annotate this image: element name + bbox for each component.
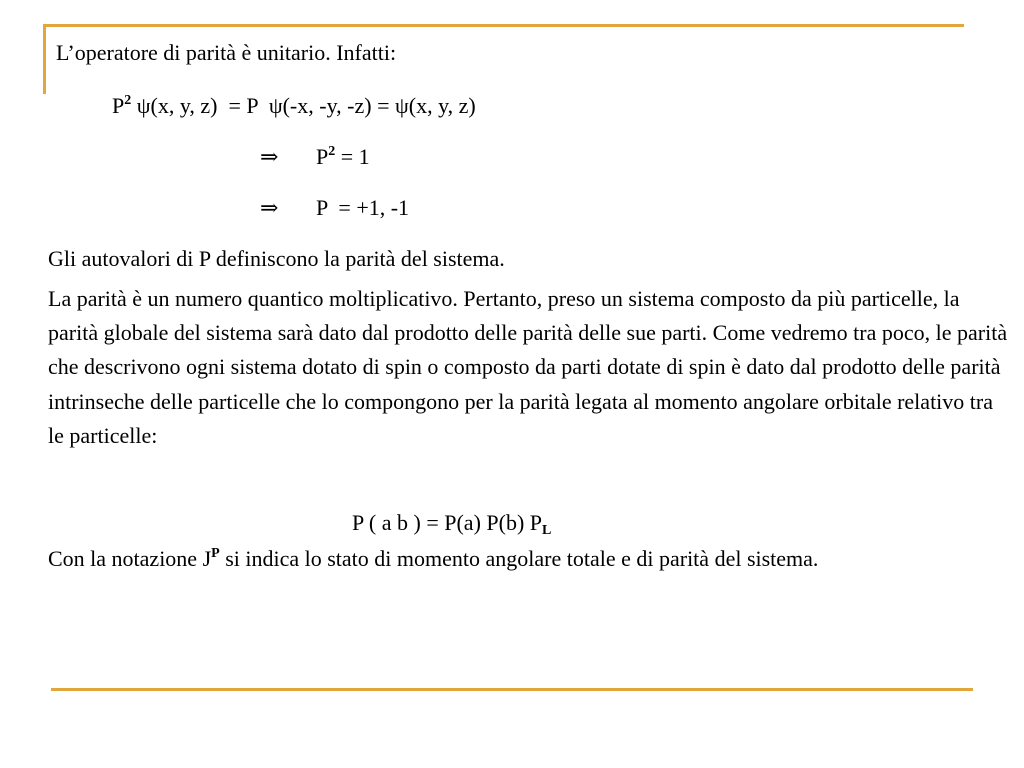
parity-equation-1 — [112, 93, 476, 119]
multiplicative-paragraph: La parità è un numero quantico moltiplicativo. Pertanto, preso un sistema composto da più particelle, la parità globale del sistema sarà dato dal prodotto delle parità delle sue parti. Come vedremo tra poco, le parità che descrivono ogni sistema dotato di spin o composto da parti dotate di spin è dato dal prodotto delle parità intrinseche delle particelle che lo compongono per la parità legata al momento angolare orbitale relativo tra le particelle: — [48, 286, 1008, 448]
left-rule — [43, 24, 46, 94]
notation-paragraph — [48, 542, 1013, 576]
parity-exponent: 2 — [124, 93, 132, 108]
eigenvalues-paragraph: Gli autovalori di P definiscono la parità del sistema. — [48, 246, 505, 271]
top-rule — [43, 24, 964, 27]
parity-exponent: 2 — [328, 144, 336, 159]
bottom-rule — [51, 688, 973, 691]
implies-arrow-icon: ⇒ — [260, 195, 279, 220]
notation-exponent: P — [211, 546, 220, 561]
parity-product-equation — [352, 510, 551, 536]
parity-operator: P — [112, 93, 125, 118]
parity-equation-1-rest: ψ(x, y, z) = P ψ(-x, -y, -z) = ψ(x, y, z) — [131, 93, 476, 118]
parity-eigenvalues: P = +1, -1 — [316, 195, 410, 220]
parity-equation-2 — [260, 144, 370, 170]
parity-orbital-subscript: L — [542, 523, 552, 538]
notation-after: si indica lo stato di momento angolare totale e di parità del sistema. — [219, 546, 819, 571]
parity-product-text: P ( a b ) = P(a) P(b) P — [352, 510, 543, 535]
parity-equation-2-rest: = 1 — [335, 144, 370, 169]
implies-arrow-icon: ⇒ — [260, 144, 279, 169]
notation-before: Con la notazione J — [48, 546, 212, 571]
parity-equation-3 — [260, 195, 409, 221]
parity-operator: P — [316, 144, 329, 169]
intro-text: L’operatore di parità è unitario. Infatti: — [56, 40, 397, 65]
